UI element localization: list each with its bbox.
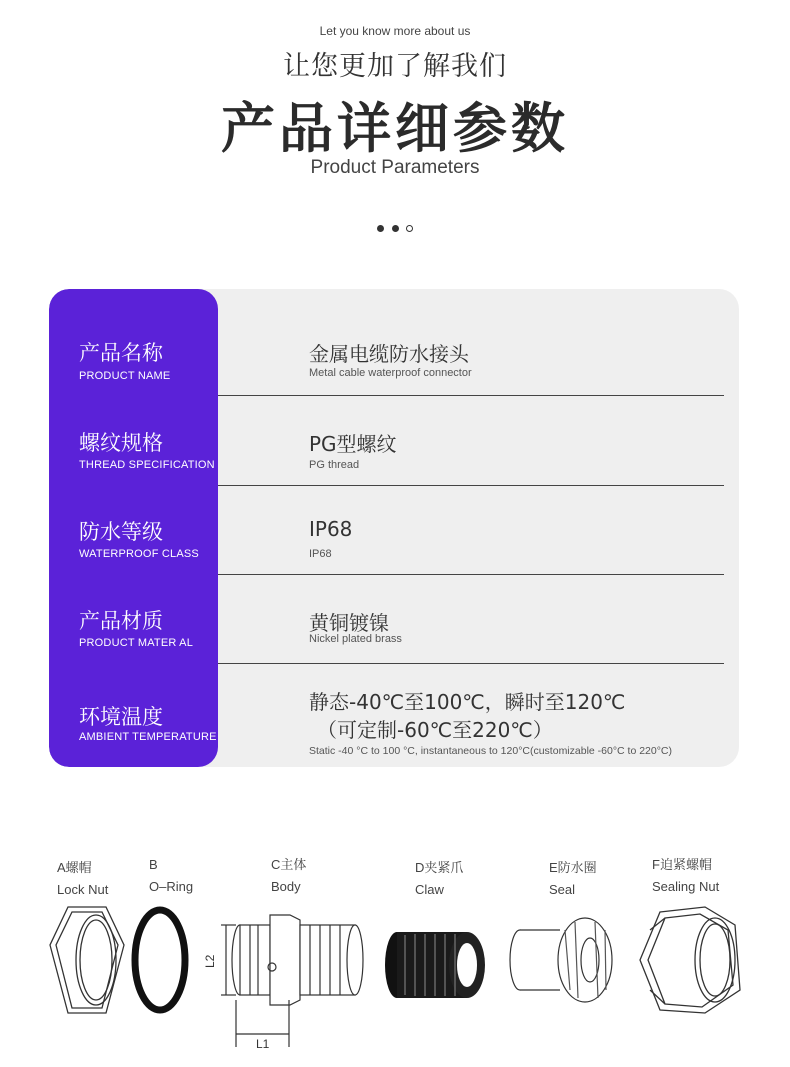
param-value-cn: 黄铜镀镍 [309, 611, 389, 635]
param-label-en: AMBIENT TEMPERATURE [79, 731, 217, 743]
part-name-cn: D夹紧爪 [415, 860, 464, 875]
param-value-en: Metal cable waterproof connector [309, 367, 472, 379]
param-value-en: PG thread [309, 459, 360, 471]
claw-icon [385, 932, 485, 998]
param-label-cn: 产品材质 [79, 609, 163, 633]
param-label-cn: 防水等级 [79, 520, 163, 544]
param-value-cn-2: （可定制-60℃至220℃） [317, 718, 553, 742]
page-title-en: Product Parameters [310, 157, 480, 178]
parts-section [0, 850, 790, 1067]
row-divider [218, 574, 724, 575]
param-label-cn: 环境温度 [79, 705, 163, 729]
row-divider [218, 395, 724, 396]
param-label-en: THREAD SPECIFICATION [79, 459, 215, 471]
param-value-cn: PG型螺纹 [309, 432, 397, 456]
header-subtitle-cn: 让您更加了解我们 [283, 51, 507, 82]
param-value-cn: IP68 [309, 517, 353, 541]
param-value-cn: 静态-40℃至100℃，瞬时至120℃ [309, 690, 626, 714]
part-name-en: Sealing Nut [652, 879, 720, 894]
param-value-en: Nickel plated brass [309, 633, 402, 645]
seal-icon [510, 918, 612, 1002]
part-name-cn: F迫紧螺帽 [652, 857, 712, 872]
part-name-en: Seal [549, 882, 576, 897]
body-icon [221, 915, 363, 1047]
dot-filled-icon [377, 225, 384, 232]
part-name-cn: B [149, 857, 158, 872]
param-label-cn: 产品名称 [79, 341, 163, 365]
lock-nut-icon [50, 907, 124, 1013]
row-divider [218, 485, 724, 486]
param-value-cn: 金属电缆防水接头 [309, 342, 469, 366]
dimension-l2-label: L2 [203, 954, 217, 968]
row-divider [218, 663, 724, 664]
param-label-cn: 螺纹规格 [79, 431, 163, 455]
part-name-cn: E防水圈 [549, 860, 597, 875]
part-name-en: Lock Nut [57, 882, 109, 897]
part-name-en: Body [271, 879, 301, 894]
parts-drawing [0, 850, 790, 1067]
dot-filled-icon [392, 225, 399, 232]
param-value-en: IP68 [309, 548, 332, 560]
param-label-en: PRODUCT MATER AL [79, 637, 194, 649]
dots-indicator [0, 218, 790, 237]
param-value-en: Static -40 °C to 100 °C, instantaneous to 120°C(customizable -60°C to 220°C) [309, 745, 673, 757]
part-name-en: O–Ring [149, 879, 194, 894]
part-name-en: Claw [415, 882, 444, 897]
part-name-cn: A螺帽 [57, 860, 92, 875]
sealing-nut-icon [640, 907, 740, 1013]
param-label-en: WATERPROOF CLASS [79, 548, 199, 560]
header-subtitle-en: Let you know more about us [319, 24, 471, 38]
dot-hollow-icon [406, 225, 413, 232]
params-table [49, 289, 739, 767]
part-name-cn: C主体 [271, 857, 307, 872]
dimension-l1-label: L1 [256, 1037, 270, 1051]
o-ring-icon [135, 910, 185, 1010]
param-label-en: PRODUCT NAME [79, 370, 171, 382]
page-title: 产品详细参数 [221, 97, 569, 160]
